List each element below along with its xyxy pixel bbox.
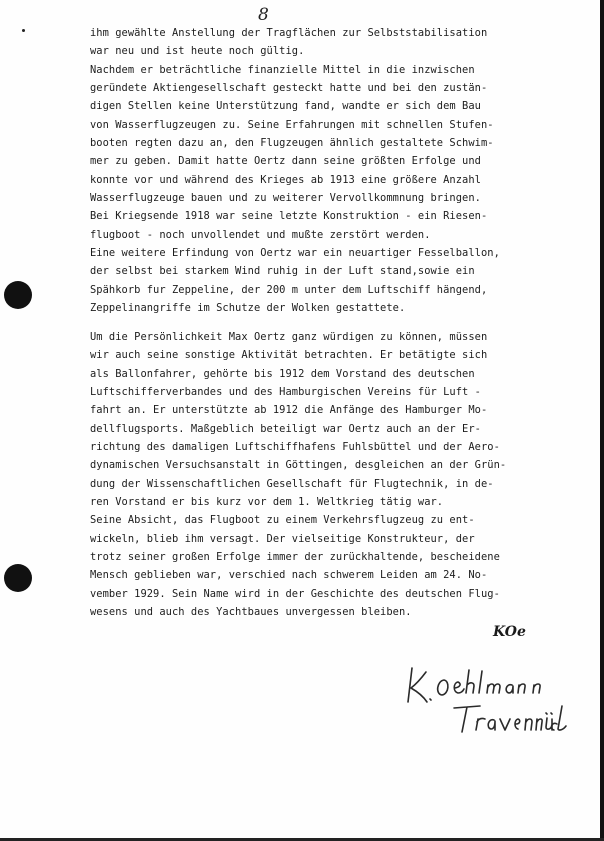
page-number: 8 [258, 5, 269, 25]
paragraph-oertz-activities: Um die Persönlichkeit Max Oertz ganz würdigen zu können, müssen wir auch seine sonstige Aktivität betrachten. Er betätigte sich als Ballonfahrer, gehörte bis 1912 dem Vorstand des deutschen Luftschifferverbandes und des Hamburgischen Vereins für Luft - fahrt an. Er unterstützte ab 1912 die Anfänge des Hamburger Mo- dellflugsports. Maßgeblich beteiligt war Oertz auch an der Er- richtung des damaligen Luftschiffhafens Fuhlsbüttel und der Aero- dynamischen Versuchsanstalt in Göttingen, desgleichen an der Grün- dung der Wissenschaftlichen Gesellschaft für Flugtechnik, in de- ren Vorstand er bis kurz vor dem 1. Weltkrieg tätig war. Seine Absicht, das Flugboot zu einem Verkehrsflugzeug zu ent- wickeln, blieb ihm versagt. Der vielseitige Konstrukteur, der trotz seiner großen Erfolge immer der zurückhaltende, bescheidene Mensch geblieben war, verschied nach schwerem Leiden am 24. No- vember 1929. Sein Name wird in der Geschichte des deutschen Flug- wesens und auch des Yachtbaues unvergessen bleiben. [90, 331, 507, 619]
handwritten-signature [400, 656, 568, 736]
paragraph-oertz-seaplanes: ihm gewählte Anstellung der Tragflächen zur Selbststabilisation war neu und ist heute noch gültig. Nachdem er beträchtliche finanzielle Mittel in die inzwischen geründete Aktiengesellschaft gesteckt hatte und bei den zustän- digen Stellen keine Unterstützung fand, wandte er sich dem Bau von Wasserflugzeugen zu. Seine Erfahrungen mit schnellen Stufen- booten regten dazu an, den Flugzeugen ähnlich gestaltete Schwim- mer zu geben. Damit hatte Oertz dann seine größten Erfolge und konnte vor und während des Krieges ab 1913 eine größere Anzahl Wasserflugzeuge bauen und zu weiterer Vervollkommnung bringen. Bei Kriegsende 1918 war seine letzte Konstruktion - ein Riesen- flugboot - noch unvollendet und mußte zerstört werden. Eine weitere Erfindung von Oertz war ein neuartiger Fesselballon, der selbst bei starkem Wind ruhig in der Luft stand,sowie ein Spähkorb fur Zeppeline, der 200 m unter dem Luftschiff hängend, Zeppelinangriffe im Schutze der Wolken gestattete. [90, 27, 500, 315]
author-initials: KOe [493, 624, 526, 640]
scan-speck [22, 29, 25, 32]
punch-hole-lower [4, 564, 32, 592]
punch-hole-upper [4, 281, 32, 309]
scan-edge-right [600, 0, 604, 841]
